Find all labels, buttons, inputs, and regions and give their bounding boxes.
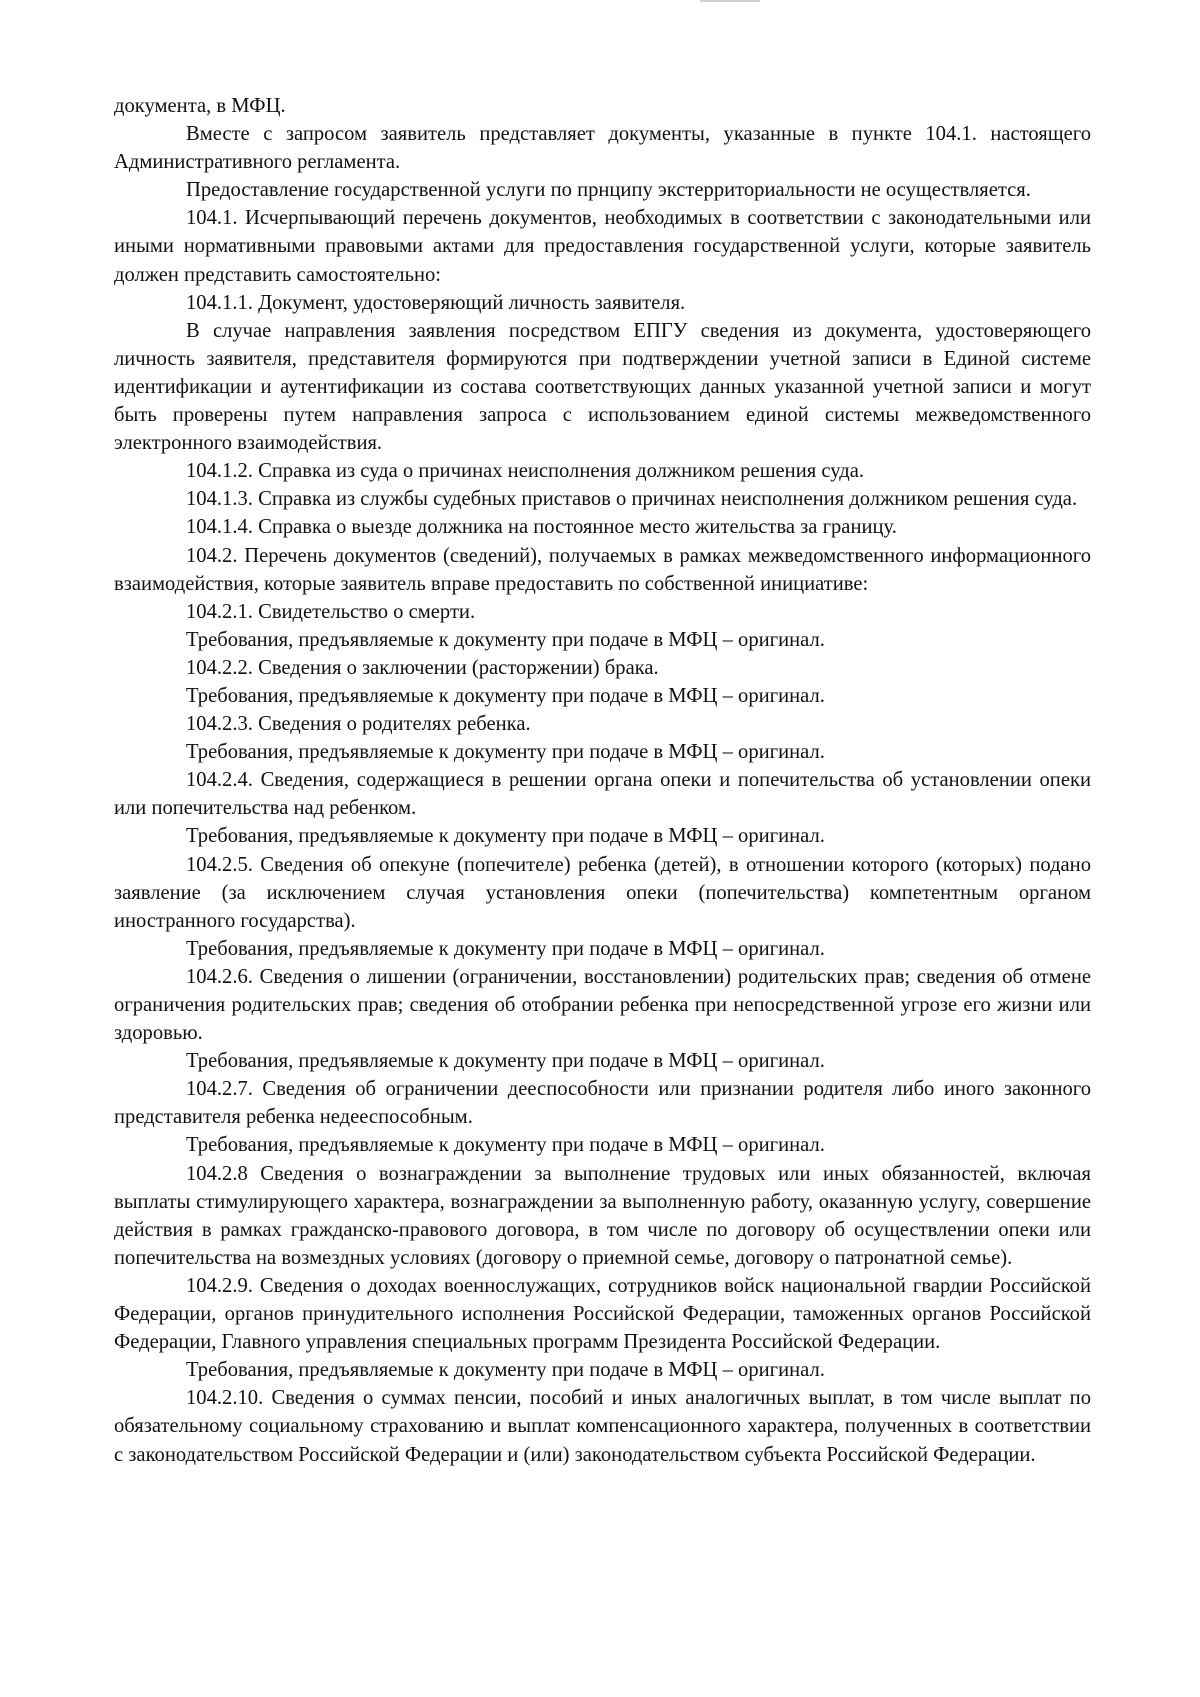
paragraph: Требования, предъявляемые к документу при подаче в МФЦ – оригинал.	[186, 1050, 825, 1073]
paragraph: 104.1. Исчерпывающий перечень документов, необходимых в соответствии с законодательными или иными нормативными правовыми актами для предоставления государственной услуги, которые заявитель должен представить самостоятельно:	[114, 207, 1091, 286]
paragraph: 104.2.5. Сведения об опекуне (попечителе) ребенка (детей), в отношении которого (которых) подано заявление (за исключением случая установления опеки (попечительства) компетентным органом иностранного государства).	[114, 853, 1091, 932]
paragraph: 104.2.2. Сведения о заключении (расторжении) брака.	[186, 656, 659, 679]
paragraph: Требования, предъявляемые к документу при подаче в МФЦ – оригинал.	[186, 684, 825, 707]
paragraph: 104.2.9. Сведения о доходах военнослужащих, сотрудников войск национальной гвардии Российской Федерации, органов принудительного исполнения Российской Федерации, таможенных органов Российской Федерации, Главного управления специальных программ Президента Российской Федерации.	[114, 1274, 1091, 1354]
paragraph: 104.1.1. Документ, удостоверяющий личность заявителя.	[186, 291, 686, 314]
paragraph: Требования, предъявляемые к документу при подаче в МФЦ – оригинал.	[186, 825, 825, 848]
paragraph: 104.2.8 Сведения о вознаграждении за выполнение трудовых или иных обязанностей, включая выплаты стимулирующего характера, вознаграждении за выполненную работу, оказанную услугу, совершение действия в рамках гражданско-правового договора, в том числе по договору об осуществлении опеки или попечительства на возмездных условиях (договору о приемной семье, договору о патронатной семье).	[114, 1162, 1091, 1269]
paragraph: 104.2.4. Сведения, содержащиеся в решении органа опеки и попечительства об установлении опеки или попечительства над ребенком.	[114, 769, 1091, 820]
scan-edge-mark	[700, 0, 760, 2]
paragraph: документа, в МФЦ.	[114, 95, 286, 117]
paragraph: Требования, предъявляемые к документу при подаче в МФЦ – оригинал.	[186, 937, 825, 960]
paragraph: Предоставление государственной услуги по прнципу экстерриториальности не осуществляется.	[186, 179, 1031, 202]
paragraph: 104.2.1. Свидетельство о смерти.	[186, 600, 476, 623]
paragraph: Требования, предъявляемые к документу при подаче в МФЦ – оригинал.	[186, 628, 825, 651]
paragraph: 104.2. Перечень документов (сведений), получаемых в рамках межведомственного информационного взаимодействия, которые заявитель вправе предоставить по собственной инициативе:	[114, 544, 1091, 595]
paragraph: Требования, предъявляемые к документу при подаче в МФЦ – оригинал.	[186, 1359, 825, 1382]
paragraph: Требования, предъявляемые к документу при подаче в МФЦ – оригинал.	[186, 741, 825, 764]
paragraph: Требования, предъявляемые к документу при подаче в МФЦ – оригинал.	[186, 1134, 825, 1157]
document-body	[114, 92, 1091, 1469]
paragraph: 104.2.10. Сведения о суммах пенсии, пособий и иных аналогичных выплат, в том числе выплат по обязательному социальному страхованию и выплат компенсационного характера, полученных в соответствии с законодательством Российской Федерации и (или) законодательством субъекта Российской Федерации.	[114, 1387, 1091, 1466]
paragraph: 104.1.2. Справка из суда о причинах неисполнения должником решения суда.	[186, 460, 864, 483]
paragraph: 104.1.3. Справка из службы судебных приставов о причинах неисполнения должником решения суда.	[186, 488, 1078, 511]
paragraph: В случае направления заявления посредством ЕПГУ сведения из документа, удостоверяющего личность заявителя, представителя формируются при подтверждении учетной записи в Единой системе идентификации и аутентификации из состава соответствующих данных указанной учетной записи и могут быть проверены путем направления запроса с использованием единой системы межведомственного электронного взаимодействия.	[114, 319, 1091, 455]
paragraph: 104.1.4. Справка о выезде должника на постоянное место жительства за границу.	[186, 516, 897, 539]
paragraph: 104.2.6. Сведения о лишении (ограничении, восстановлении) родительских прав; сведения об отмене ограничения родительских прав; сведения об отобрании ребенка при непосредственной угрозе его жизни или здоровью.	[114, 965, 1091, 1045]
paragraph: 104.2.7. Сведения об ограничении дееспособности или признании родителя либо иного законного представителя ребенка недееспособным.	[114, 1078, 1091, 1129]
paragraph: 104.2.3. Сведения о родителях ребенка.	[186, 713, 531, 736]
paragraph: Вместе с запросом заявитель представляет документы, указанные в пункте 104.1. настоящего Административного регламента.	[114, 123, 1091, 174]
